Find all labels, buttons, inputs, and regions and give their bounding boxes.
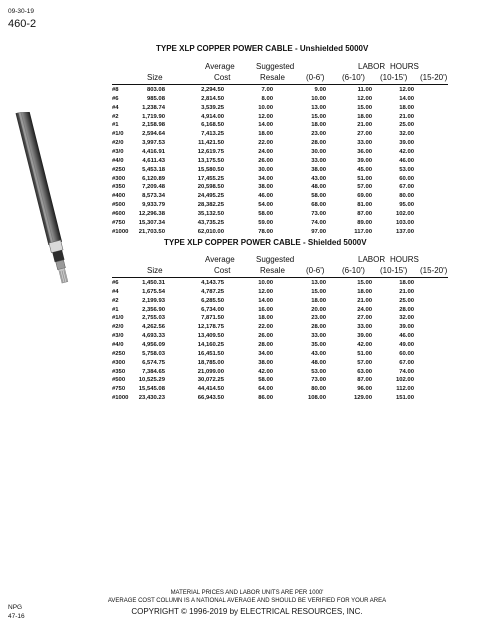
- cell-size: #250: [112, 166, 126, 173]
- cell-labor-6-10: 23.00: [311, 315, 326, 322]
- cell-labor-10-15: 129.00: [353, 395, 372, 402]
- cell-labor-0-6: 10.00: [258, 280, 273, 286]
- cell-labor-0-6: 58.00: [258, 210, 273, 217]
- cell-suggested-resale: 4,787.25: [201, 288, 224, 295]
- cell-average-cost: 4,693.33: [142, 333, 165, 340]
- cell-labor-0-6: 18.00: [258, 315, 273, 322]
- cell-labor-6-10: 43.00: [311, 175, 326, 182]
- header-hours: HOURS: [390, 62, 419, 71]
- cell-labor-15-20: 102.00: [395, 377, 414, 384]
- cell-labor-10-15: 24.00: [357, 306, 372, 313]
- cell-labor-6-10: 15.00: [311, 113, 326, 120]
- table-row: [112, 279, 448, 288]
- cell-suggested-resale: 28,382.25: [197, 202, 224, 209]
- cell-labor-0-6: 14.00: [258, 297, 273, 304]
- cell-suggested-resale: 13,175.50: [197, 157, 224, 164]
- table-row: [112, 368, 448, 377]
- cell-labor-15-20: 95.00: [399, 202, 414, 209]
- table-row: [112, 288, 448, 297]
- cell-size: #4/0: [112, 157, 124, 164]
- cell-average-cost: 5,453.18: [142, 166, 165, 173]
- table-row: [112, 219, 448, 228]
- cell-labor-6-10: 30.00: [311, 148, 326, 155]
- table-row: [112, 148, 448, 157]
- cell-average-cost: 803.08: [146, 87, 165, 93]
- header-labor-15-20: (15-20'): [420, 266, 448, 275]
- table1-title: TYPE XLP COPPER POWER CABLE - Unshielded 5000V: [156, 44, 369, 53]
- cell-size: #500: [112, 377, 126, 384]
- header-labor-10-15: (10-15'): [380, 266, 408, 275]
- cell-labor-6-10: 80.00: [311, 386, 326, 393]
- cell-labor-15-20: 46.00: [399, 333, 414, 340]
- cell-average-cost: 2,158.98: [142, 122, 165, 129]
- cell-labor-15-20: 46.00: [399, 157, 414, 164]
- table-row: [112, 192, 448, 201]
- cell-labor-0-6: 42.00: [258, 368, 273, 375]
- table-row: [112, 394, 448, 403]
- table-row: [112, 376, 448, 385]
- cell-labor-10-15: 21.00: [357, 297, 372, 304]
- cell-size: #600: [112, 210, 126, 217]
- cell-labor-0-6: 16.00: [258, 306, 273, 313]
- cell-labor-10-15: 117.00: [354, 228, 372, 235]
- cell-size: #8: [112, 87, 119, 93]
- cell-labor-10-15: 63.00: [357, 368, 372, 375]
- cell-labor-6-10: 28.00: [311, 140, 326, 147]
- cell-labor-10-15: 45.00: [357, 166, 372, 173]
- cell-size: #300: [112, 359, 126, 366]
- cell-labor-6-10: 108.00: [307, 395, 326, 402]
- cell-labor-6-10: 58.00: [311, 193, 326, 200]
- cell-labor-10-15: 51.00: [357, 175, 372, 182]
- cell-labor-6-10: 18.00: [311, 122, 326, 129]
- table-row: [112, 121, 448, 130]
- cell-labor-15-20: 25.00: [399, 297, 414, 304]
- cell-labor-0-6: 38.00: [258, 359, 273, 366]
- cell-labor-6-10: 13.00: [311, 280, 326, 286]
- cell-labor-6-10: 13.00: [311, 104, 326, 111]
- cell-labor-0-6: 7.00: [261, 87, 273, 93]
- cell-labor-0-6: 8.00: [261, 95, 273, 102]
- cell-labor-0-6: 22.00: [258, 324, 273, 331]
- cell-labor-0-6: 34.00: [258, 350, 273, 357]
- table1-rule: [112, 84, 448, 85]
- cell-labor-10-15: 33.00: [357, 324, 372, 331]
- cell-labor-6-10: 97.00: [311, 228, 326, 235]
- cell-average-cost: 21,703.50: [138, 228, 165, 235]
- cell-labor-0-6: 59.00: [258, 219, 273, 226]
- table-row: [112, 86, 448, 95]
- header-labor-6-10: (6-10'): [342, 73, 365, 82]
- cell-labor-6-10: 74.00: [311, 219, 326, 226]
- cell-average-cost: 7,384.65: [142, 368, 165, 375]
- cell-size: #300: [112, 175, 126, 182]
- cell-suggested-resale: 35,132.50: [197, 210, 224, 217]
- footer-note-units: MATERIAL PRICES AND LABOR UNITS ARE PER 1000': [170, 590, 324, 596]
- cell-labor-10-15: 15.00: [357, 280, 372, 286]
- cell-suggested-resale: 13,409.50: [197, 333, 224, 340]
- cell-labor-15-20: 67.00: [399, 184, 414, 191]
- cell-labor-15-20: 49.00: [399, 341, 414, 348]
- cell-size: #1000: [112, 395, 129, 402]
- cell-average-cost: 12,296.38: [138, 210, 165, 217]
- cell-labor-6-10: 33.00: [311, 157, 326, 164]
- table-row: [112, 130, 448, 139]
- cell-labor-15-20: 151.00: [395, 395, 414, 402]
- cell-labor-15-20: 21.00: [399, 288, 414, 295]
- cell-labor-15-20: 39.00: [399, 324, 414, 331]
- table-row: [112, 350, 448, 359]
- cell-suggested-resale: 16,451.50: [197, 350, 224, 357]
- header-labor-6-10: (6-10'): [342, 266, 365, 275]
- cell-labor-6-10: 10.00: [311, 95, 326, 102]
- cell-labor-10-15: 18.00: [357, 288, 372, 295]
- cell-size: #250: [112, 350, 126, 357]
- header-average: Average: [205, 62, 235, 71]
- cell-suggested-resale: 24,495.25: [197, 193, 224, 200]
- cell-average-cost: 23,430.23: [138, 395, 165, 402]
- cell-labor-10-15: 36.00: [357, 148, 372, 155]
- page-number: 460-2: [8, 18, 37, 30]
- cell-labor-10-15: 12.00: [357, 95, 372, 102]
- cell-labor-0-6: 14.00: [258, 122, 273, 129]
- cell-suggested-resale: 20,598.50: [197, 184, 224, 191]
- cell-labor-0-6: 18.00: [258, 131, 273, 138]
- cell-labor-15-20: 112.00: [396, 386, 414, 393]
- cell-labor-0-6: 24.00: [258, 148, 273, 155]
- cell-labor-0-6: 54.00: [258, 202, 273, 209]
- table2-title: TYPE XLP COPPER POWER CABLE - Shielded 5000V: [164, 238, 367, 247]
- cell-average-cost: 7,209.48: [142, 184, 165, 191]
- cell-labor-6-10: 48.00: [311, 359, 326, 366]
- cell-labor-15-20: 39.00: [399, 140, 414, 147]
- cell-average-cost: 8,573.34: [142, 193, 165, 200]
- cell-size: #500: [112, 202, 126, 209]
- cell-labor-6-10: 73.00: [311, 377, 326, 384]
- cell-labor-0-6: 12.00: [258, 113, 273, 120]
- footer-npg: NPG: [8, 604, 23, 611]
- header-labor: LABOR: [358, 255, 386, 264]
- table-row: [112, 228, 448, 237]
- cell-labor-15-20: 42.00: [399, 148, 414, 155]
- cell-average-cost: 4,611.43: [142, 157, 165, 164]
- cell-average-cost: 1,450.31: [142, 280, 165, 286]
- cell-size: #1000: [112, 228, 129, 235]
- cell-suggested-resale: 3,539.25: [201, 104, 224, 111]
- cell-size: #750: [112, 386, 126, 393]
- cell-suggested-resale: 12,178.75: [197, 324, 224, 331]
- cell-labor-0-6: 28.00: [258, 341, 273, 348]
- cell-average-cost: 1,675.54: [142, 288, 165, 295]
- cell-average-cost: 15,307.34: [138, 219, 165, 226]
- cell-labor-15-20: 32.00: [399, 315, 414, 322]
- cell-size: #750: [112, 219, 126, 226]
- cell-size: #350: [112, 184, 126, 191]
- header-cost: Cost: [214, 266, 231, 275]
- cell-average-cost: 2,199.93: [142, 297, 165, 304]
- cell-labor-0-6: 58.00: [258, 377, 273, 384]
- header-suggested: Suggested: [256, 62, 295, 71]
- footer-note-average: AVERAGE COST COLUMN IS A NATIONAL AVERAGE AND SHOULD BE VERIFIED FOR YOUR AREA: [107, 598, 387, 604]
- cell-suggested-resale: 43,735.25: [197, 219, 224, 226]
- table-row: [112, 95, 448, 104]
- table-row: [112, 359, 448, 368]
- cell-suggested-resale: 17,455.25: [197, 175, 224, 182]
- cell-average-cost: 9,933.79: [142, 202, 165, 209]
- cell-labor-15-20: 67.00: [399, 359, 414, 366]
- cell-average-cost: 4,416.91: [142, 148, 165, 155]
- table-row: [112, 157, 448, 166]
- cell-labor-15-20: 60.00: [399, 350, 414, 357]
- cell-labor-6-10: 73.00: [311, 210, 326, 217]
- cell-labor-10-15: 27.00: [357, 131, 372, 138]
- cell-labor-0-6: 34.00: [258, 175, 273, 182]
- cell-labor-6-10: 48.00: [311, 184, 326, 191]
- cell-size: #2: [112, 113, 119, 120]
- table-row: [112, 385, 448, 394]
- cell-labor-10-15: 96.00: [357, 386, 372, 393]
- cell-average-cost: 10,525.29: [138, 377, 165, 384]
- cell-labor-10-15: 42.00: [357, 341, 372, 348]
- cell-suggested-resale: 6,168.50: [201, 122, 224, 129]
- cell-average-cost: 4,956.09: [142, 341, 165, 348]
- table-row: [112, 166, 448, 175]
- cell-suggested-resale: 2,294.50: [201, 87, 224, 93]
- cell-size: #2/0: [112, 140, 124, 147]
- cell-average-cost: 1,238.74: [142, 104, 165, 111]
- cell-size: #3/0: [112, 148, 124, 155]
- cell-labor-6-10: 43.00: [311, 350, 326, 357]
- cell-labor-10-15: 18.00: [357, 113, 372, 120]
- cell-average-cost: 5,758.03: [142, 350, 165, 357]
- table-row: [112, 201, 448, 210]
- cell-suggested-resale: 7,871.50: [201, 315, 224, 322]
- table-row: [112, 306, 448, 315]
- cell-labor-10-15: 39.00: [357, 157, 372, 164]
- header-resale: Resale: [260, 73, 285, 82]
- table-row: [112, 323, 448, 332]
- footer-copyright: COPYRIGHT © 1996-2019 by ELECTRICAL RESOURCES, INC.: [131, 607, 363, 616]
- cell-labor-6-10: 23.00: [311, 131, 326, 138]
- header-cost: Cost: [214, 73, 231, 82]
- cell-labor-10-15: 69.00: [357, 193, 372, 200]
- header-labor-15-20: (15-20'): [420, 73, 448, 82]
- cell-size: #3/0: [112, 333, 124, 340]
- cell-size: #2: [112, 297, 119, 304]
- cell-average-cost: 2,755.03: [142, 315, 165, 322]
- cell-labor-10-15: 33.00: [357, 140, 372, 147]
- header-size: Size: [147, 266, 163, 275]
- cell-size: #1: [112, 122, 119, 129]
- cell-average-cost: 4,262.56: [142, 324, 165, 331]
- cell-average-cost: 1,719.90: [142, 113, 165, 120]
- cell-suggested-resale: 15,580.50: [197, 166, 224, 173]
- cell-labor-0-6: 46.00: [258, 193, 273, 200]
- cell-size: #4/0: [112, 341, 124, 348]
- cell-labor-6-10: 18.00: [311, 297, 326, 304]
- cell-labor-10-15: 15.00: [357, 104, 372, 111]
- table-row: [112, 139, 448, 148]
- cell-labor-15-20: 80.00: [399, 193, 414, 200]
- cell-suggested-resale: 14,160.25: [197, 341, 224, 348]
- cell-size: #1/0: [112, 315, 124, 322]
- cell-size: #4: [112, 288, 119, 295]
- cell-labor-15-20: 103.00: [395, 219, 414, 226]
- cell-labor-10-15: 21.00: [357, 122, 372, 129]
- table-row: [112, 175, 448, 184]
- cell-suggested-resale: 66,943.50: [197, 395, 224, 402]
- cell-labor-10-15: 89.00: [357, 219, 372, 226]
- header-average: Average: [205, 255, 235, 264]
- table2-rule: [112, 277, 448, 278]
- cell-labor-15-20: 137.00: [395, 228, 414, 235]
- cell-average-cost: 15,545.08: [138, 386, 165, 393]
- cell-suggested-resale: 11,421.50: [198, 140, 224, 147]
- cell-suggested-resale: 30,072.25: [197, 377, 224, 384]
- cell-labor-10-15: 87.00: [357, 210, 372, 217]
- cell-labor-0-6: 78.00: [258, 228, 273, 235]
- cell-labor-0-6: 38.00: [258, 184, 273, 191]
- cell-labor-6-10: 15.00: [311, 288, 326, 295]
- header-resale: Resale: [260, 266, 285, 275]
- cell-labor-0-6: 26.00: [258, 333, 273, 340]
- cell-labor-10-15: 27.00: [357, 315, 372, 322]
- cell-average-cost: 985.08: [146, 95, 165, 102]
- cell-size: #400: [112, 193, 126, 200]
- table-row: [112, 210, 448, 219]
- table-row: [112, 104, 448, 113]
- cell-labor-0-6: 64.00: [258, 386, 273, 393]
- cell-labor-0-6: 22.00: [258, 140, 273, 147]
- cell-labor-15-20: 14.00: [399, 95, 414, 102]
- cell-average-cost: 6,574.75: [142, 359, 165, 366]
- cell-labor-10-15: 51.00: [357, 350, 372, 357]
- cell-labor-6-10: 38.00: [311, 166, 326, 173]
- cell-labor-15-20: 18.00: [399, 104, 414, 111]
- cell-suggested-resale: 21,099.00: [197, 368, 224, 375]
- cell-labor-10-15: 81.00: [357, 202, 372, 209]
- cell-size: #4: [112, 104, 119, 111]
- cell-suggested-resale: 18,785.00: [197, 359, 224, 366]
- header-hours: HOURS: [390, 255, 419, 264]
- cell-size: #1/0: [112, 131, 124, 138]
- cell-labor-6-10: 53.00: [311, 368, 326, 375]
- header-suggested: Suggested: [256, 255, 295, 264]
- cell-labor-15-20: 74.00: [399, 368, 414, 375]
- table-row: [112, 183, 448, 192]
- header-labor-0-6: (0-6'): [306, 73, 325, 82]
- table-row: [112, 113, 448, 122]
- cell-average-cost: 2,594.64: [142, 131, 165, 138]
- header-labor-0-6: (0-6'): [306, 266, 325, 275]
- cell-size: #6: [112, 280, 119, 286]
- cell-suggested-resale: 62,010.00: [197, 228, 224, 235]
- header-size: Size: [147, 73, 163, 82]
- cell-labor-15-20: 53.00: [399, 166, 414, 173]
- cell-average-cost: 2,356.90: [142, 306, 165, 313]
- cell-labor-0-6: 10.00: [258, 104, 273, 111]
- cell-size: #6: [112, 95, 119, 102]
- cell-size: #350: [112, 368, 126, 375]
- table-row: [112, 332, 448, 341]
- cell-labor-0-6: 26.00: [258, 157, 273, 164]
- cell-average-cost: 6,120.89: [142, 175, 165, 182]
- cell-suggested-resale: 4,143.75: [201, 280, 224, 286]
- cell-suggested-resale: 44,414.50: [197, 386, 224, 393]
- cell-labor-10-15: 87.00: [357, 377, 372, 384]
- cell-labor-10-15: 57.00: [357, 184, 372, 191]
- cell-size: #2/0: [112, 324, 124, 331]
- cell-labor-6-10: 68.00: [311, 202, 326, 209]
- cell-labor-15-20: 25.00: [399, 122, 414, 129]
- cell-labor-15-20: 12.00: [399, 87, 414, 93]
- cell-labor-10-15: 11.00: [357, 87, 372, 93]
- table-row: [112, 297, 448, 306]
- cell-labor-6-10: 33.00: [311, 333, 326, 340]
- cell-suggested-resale: 12,619.75: [197, 148, 224, 155]
- cable-illustration: [8, 112, 90, 292]
- cell-labor-6-10: 35.00: [311, 341, 326, 348]
- cell-labor-0-6: 12.00: [258, 288, 273, 295]
- cell-labor-15-20: 21.00: [399, 113, 414, 120]
- page-date: 09-30-19: [8, 8, 35, 15]
- cell-suggested-resale: 6,734.00: [201, 306, 224, 313]
- cell-labor-10-15: 39.00: [357, 333, 372, 340]
- cell-suggested-resale: 6,285.50: [201, 297, 224, 304]
- table-row: [112, 314, 448, 323]
- cell-suggested-resale: 4,914.00: [201, 113, 224, 120]
- cell-labor-15-20: 32.00: [399, 131, 414, 138]
- header-labor-10-15: (10-15'): [380, 73, 408, 82]
- cell-average-cost: 3,997.53: [142, 140, 165, 147]
- cell-labor-6-10: 28.00: [311, 324, 326, 331]
- header-labor: LABOR: [358, 62, 386, 71]
- cell-labor-0-6: 86.00: [258, 395, 273, 402]
- cell-labor-10-15: 57.00: [357, 359, 372, 366]
- cell-labor-15-20: 18.00: [399, 280, 414, 286]
- cell-size: #1: [112, 306, 119, 313]
- cell-suggested-resale: 2,814.50: [201, 95, 224, 102]
- footer-page-code: 47-16: [8, 613, 25, 620]
- cell-labor-6-10: 9.00: [314, 87, 326, 93]
- cell-labor-6-10: 20.00: [311, 306, 326, 313]
- cell-labor-15-20: 102.00: [395, 210, 414, 217]
- cell-labor-0-6: 30.00: [258, 166, 273, 173]
- table-row: [112, 341, 448, 350]
- cell-labor-15-20: 60.00: [399, 175, 414, 182]
- cell-suggested-resale: 7,413.25: [201, 131, 224, 138]
- cell-labor-15-20: 28.00: [399, 306, 414, 313]
